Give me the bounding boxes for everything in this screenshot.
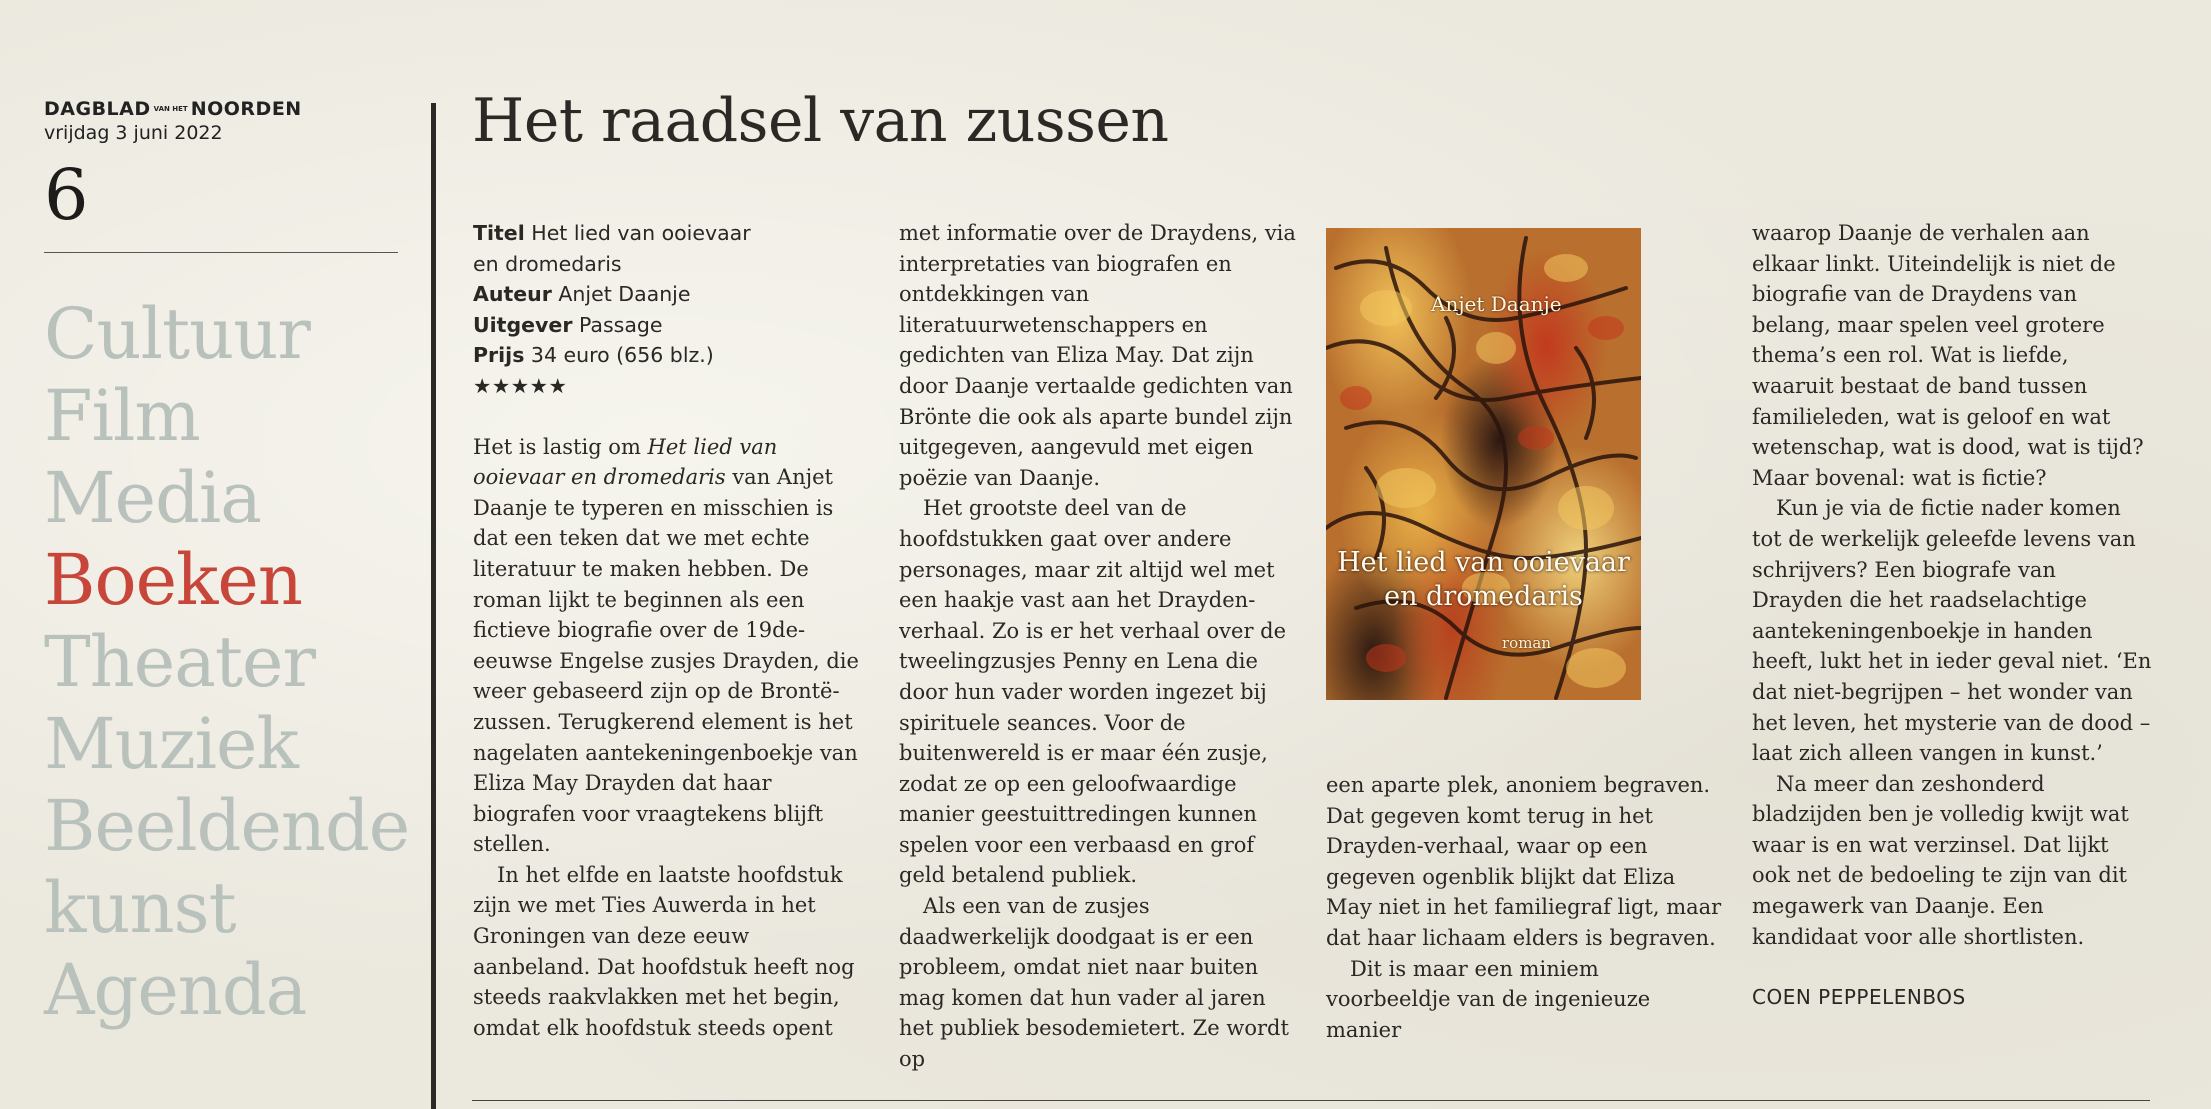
paragraph [473,432,873,860]
meta-label-prijs: Prijs [473,343,525,368]
section-boeken: Boeken [44,539,302,621]
paragraph: Kun je via de fictie nader komen tot de werkelijk geleefde levens van schrijvers? Een biografe van Drayden die het raadselachtige aantekeningenboekje in handen heeft, lukt het in ieder geval niet. ‘En dat niet-begrijpen – het wonder van het leven, het mysterie van de dood – laat zich alleen vangen in kunst.’ [1752,496,2152,766]
divider [44,252,398,253]
meta-titel-line2: en dromedaris [473,251,622,276]
masthead-logo [44,98,404,120]
meta-label-auteur: Auteur [473,282,552,307]
paragraph: Dit is maar een miniem voorbeeldje van de ingenieuze manier [1326,956,1651,1042]
section-beeldende: Beeldende [44,785,410,867]
masthead-name-right: NOORDEN [190,98,302,120]
book-cover-image [1326,228,1641,700]
section-kunst: kunst [44,867,236,949]
section-theater: Theater [44,621,315,703]
bottom-rule [472,1100,2150,1101]
section-agenda: Agenda [44,949,307,1031]
issue-date: vrijdag 3 juni 2022 [44,122,223,144]
article-headline: Het raadsel van zussen [472,86,1169,156]
masthead-name-left: DAGBLAD [44,98,151,120]
paragraph: waarop Daanje de verhalen aan elkaar linkt. Uiteindelijk is niet de biografie van de Draydens van belang, maar spelen veel grotere thema’s een rol. Wat is liefde, waaruit bestaat de band tussen familieleden, wat is geloof en wat wetenschap, wat is dood, wat is tijd? Maar bovenal: wat is fictie? [1752,221,2144,490]
meta-uitgever: Passage [578,312,663,337]
book-meta [473,218,873,402]
cover-author: Anjet Daanje [1431,292,1562,316]
article-column-1 [473,218,873,1043]
meta-label-titel: Titel [473,221,525,245]
text-run: Het is lastig om [473,434,648,459]
paragraph: Na meer dan zeshonderd bladzijden ben je volledig kwijt wat waar is en wat verzinsel. Dat lijkt ook net de bedoeling te zijn van dit megawerk van Daanje. Een kandidaat voor alle shortlisten. [1752,771,2129,949]
cover-subtitle: roman [1502,634,1552,652]
sidebar [44,98,410,1031]
cover-title: Het lied van ooievaar en dromedaris [1337,547,1630,612]
rating-stars: ★★★★★ [473,373,568,398]
paragraph: Het grootste deel van de hoofdstukken gaat over andere personages, maar zit altijd wel met een haakje vast aan het Drayden-verhaal. Zo is er het verhaal over de tweelingzusjes Penny en Lena die door hun vader worden ingezet bij spirituele seances. Voor de buitenwereld is er maar één zusje, zodat ze op een geloofwaardige manier geestuittredingen kunnen spelen voor een verbaasd en grof geld betalend publiek. [899,496,1287,888]
meta-auteur: Anjet Daanje [558,282,691,307]
section-media: Media [44,457,262,539]
meta-titel: Het lied van ooievaar [531,221,751,245]
paragraph: In het elfde en laatste hoofdstuk zijn we met Ties Auwerda in het Groningen van deze eeuw aanbeland. Dat hoofdstuk heeft nog steeds raakvlakken met het begin, omdat elk hoofdstuk steeds opent [473,862,855,1040]
section-cultuur: Cultuur [44,293,310,375]
book-title-italic: Het lied van ooievaar en dromedaris [473,434,778,490]
section-muziek: Muziek [44,703,298,785]
article-column-4 [1752,218,2152,1013]
paragraph: Als een van de zusjes daadwerkelijk doodgaat is er een probleem, omdat niet naar buiten mag komen dat hun vader al jaren het publiek besodemietert. Ze wordt op [899,894,1289,1072]
meta-label-uitgever: Uitgever [473,312,573,337]
masthead-mini: VAN HET [153,105,188,113]
article-column-3 [1326,770,1726,1045]
author-byline: COEN PEPPELENBOS [1752,985,1966,1010]
meta-prijs: 34 euro (656 blz.) [530,343,714,368]
paragraph: met informatie over de Draydens, via interpretaties van biografen en ontdekkingen van literatuurwetenschappers en gedichten van Eliza May. Dat zijn door Daanje vertaalde gedichten van Brönte die ook als aparte bundel zijn uitgegeven, aangevuld met eigen poëzie van Daanje. [899,221,1296,490]
text-run: van Anjet Daanje te typeren en misschien is dat een teken dat we met echte literatuur te maken hebben. De roman lijkt te beginnen als een fictieve biografie over de 19de-eeuwse Engelse zusjes Drayden, die weer gebaseerd zijn op de Brontë-zussen. Terugkerend element is het nagelaten aantekeningenboekje van Eliza May Drayden dat haar biografen voor vraagtekens blijft stellen. [473,465,859,857]
section-film: Film [44,375,200,457]
article-column-2 [899,218,1299,1075]
vertical-rule [431,103,436,1109]
paragraph: een aparte plek, anoniem begraven. Dat gegeven komt terug in het Drayden-verhaal, waar op een gegeven ogenblik blijkt dat Eliza May niet in het familiegraf ligt, maar dat haar lichaam elders is begraven. [1326,773,1722,950]
section-list [44,293,410,1031]
page-number: 6 [44,154,89,236]
